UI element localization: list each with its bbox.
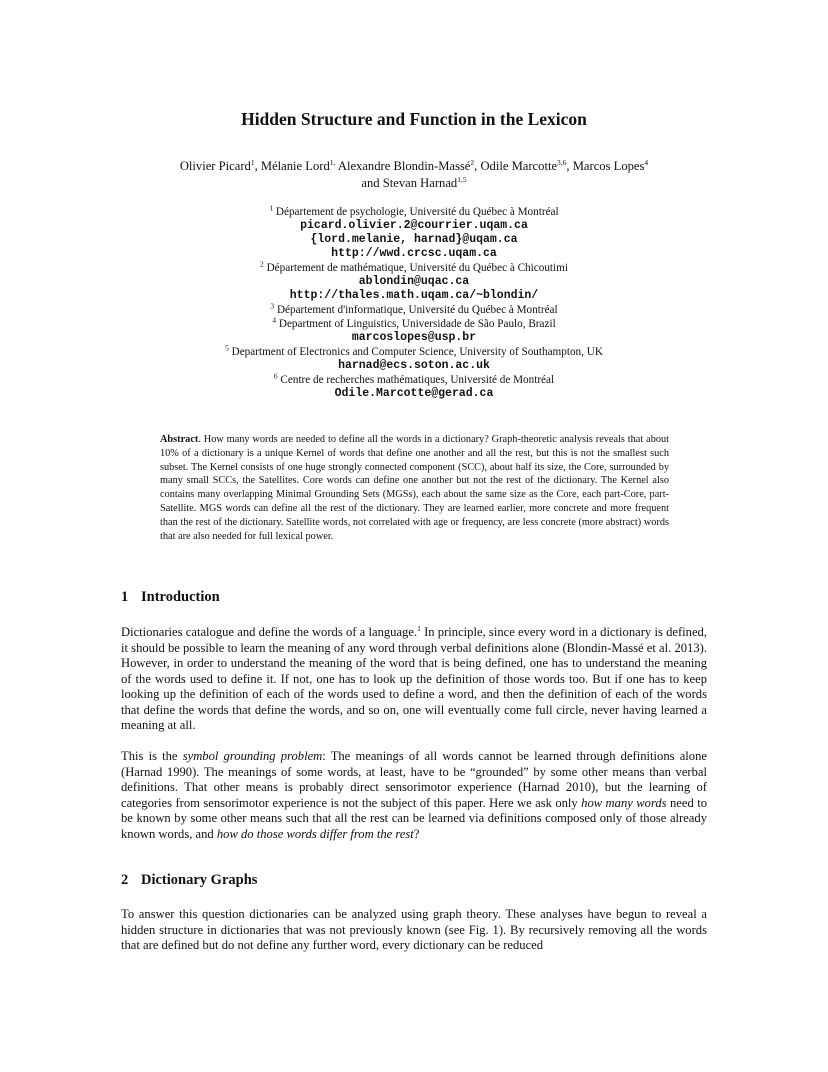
contact-url: http://wwd.crcsc.uqam.ca	[331, 247, 497, 260]
emphasis-text: symbol grounding problem	[182, 749, 323, 763]
section-heading-dictionary-graphs	[121, 871, 257, 889]
paragraph-text: ?	[413, 826, 420, 841]
affiliation	[0, 205, 828, 219]
section-title: Dictionary Graphs	[141, 872, 258, 888]
contact-email: {lord.melanie, harnad}@uqam.ca	[310, 233, 518, 246]
emphasis-text: how do those words differ from the rest	[216, 826, 414, 841]
affil-number: 2	[260, 259, 264, 269]
abstract-label: Abstract	[160, 434, 199, 445]
intro-paragraph-1	[121, 625, 707, 734]
affiliation	[0, 345, 828, 359]
affil-number: 6	[273, 371, 278, 381]
graphs-paragraph-1: To answer this question dictionaries can be analyzed using graph theory. These analyses have begun to reveal a hidden structure in dictionaries that was not previously known (see Fig. 1). By recursively removing all the words that are defined but do not define any further word, every dictionary can be reduced	[121, 907, 707, 952]
author-name: Alexandre Blondin-Massé	[335, 159, 471, 173]
section-number: 2	[121, 872, 129, 888]
affil-text: Département de psychologie, Université du Québec à Montréal	[273, 206, 559, 218]
intro-paragraph-2	[121, 749, 707, 842]
paragraph-text: Dictionaries catalogue and define the words of a language.	[121, 625, 418, 639]
author-list	[90, 158, 738, 192]
affil-text: Département d'informatique, Université du Québec à Montréal	[274, 304, 558, 316]
affil-number: 3	[270, 301, 275, 311]
author-name: Olivier Picard	[179, 159, 251, 173]
contact-email: picard.olivier.2@courrier.uqam.ca	[300, 219, 528, 232]
section-heading-introduction	[121, 588, 220, 606]
author-affil-sup: 1,	[329, 157, 336, 167]
affil-text: Department of Linguistics, Universidade de São Paulo, Brazil	[276, 318, 556, 330]
affiliation	[0, 317, 828, 331]
affil-text: Department of Electronics and Computer Science, University of Southampton, UK	[228, 346, 603, 358]
author-affil-sup: 3,6	[557, 157, 567, 167]
contact-email: Odile.Marcotte@gerad.ca	[334, 387, 494, 400]
abstract	[160, 433, 669, 543]
affiliation	[0, 303, 828, 317]
contact-url: http://thales.math.uqam.ca/~blondin/	[289, 289, 539, 302]
author-affil-sup: 1,5	[457, 174, 467, 184]
footnote-marker: 1	[417, 623, 421, 633]
affil-text: Centre de recherches mathématiques, Université de Montréal	[277, 374, 555, 386]
affil-number: 5	[225, 343, 229, 353]
paragraph-text: need to be known by some other means such that all the rest can be learned via definitions composed only of those already known words, and	[121, 795, 708, 841]
affil-number: 1	[269, 203, 274, 213]
abstract-text: . How many words are needed to define all the words in a dictionary? Graph-theoretic analysis reveals that about 10% of a dictionary is a unique Kernel of words that define one another and all the rest, but this is not the smallest such subset. The Kernel consists of one huge strongly connected component (SCC), about half its size, the Core, surrounded by many small SCCs, the Satellites. Core words can define one another but not the rest of the dictionary. The Kernel also contains many overlapping Minimal Grounding Sets (MGSs), each about the same size as the Core, each part-Core, part-Satellite. MGS words can define all the rest of the dictionary. They are learned earlier, more concrete and more frequent than the rest of the dictionary. Satellite words, not correlated with age or frequency, are less concrete (more abstract) words that are also needed for full lexical power.	[160, 434, 669, 542]
paper-title: Hidden Structure and Function in the Lexicon	[241, 109, 587, 129]
author-line-1	[90, 158, 738, 175]
author-name: and Stevan Harnad	[361, 176, 458, 190]
paragraph-text: This is the	[121, 749, 183, 763]
affil-number: 4	[272, 315, 277, 325]
author-name: , Mélanie Lord	[254, 159, 330, 173]
author-affil-sup: 2	[470, 157, 475, 167]
paragraph-text: : The meanings of all words cannot be learned through definitions alone (Harnad 1990). The meanings of some words, at least, have to be “grounded” by some other means than verbal definitions. That other means is probably direct sensorimotor experience (Harnad 2010), but the learning of categories from sensorimotor experience is not the subject of this paper. Here we ask only	[121, 749, 707, 810]
section-number: 1	[121, 589, 129, 605]
author-line-2	[90, 175, 738, 192]
section-title: Introduction	[141, 589, 220, 605]
author-affil-sup: 4	[644, 157, 649, 167]
author-affil-sup: 1	[250, 157, 255, 167]
contact-email: marcoslopes@usp.br	[351, 331, 477, 344]
affiliation	[0, 373, 828, 387]
contact-email: ablondin@uqac.ca	[358, 275, 470, 288]
contact-email: harnad@ecs.soton.ac.uk	[338, 359, 490, 372]
emphasis-text: how many words	[581, 795, 667, 810]
author-name: , Odile Marcotte	[474, 159, 558, 173]
affil-text: Département de mathématique, Université du Québec à Chicoutimi	[263, 262, 568, 274]
affiliation-list	[0, 205, 828, 401]
author-name: , Marcos Lopes	[566, 159, 645, 173]
paragraph-text: In principle, since every word in a dictionary is defined, it should be possible to learn the meaning of any word through verbal definitions alone (Blondin-Massé et al. 2013). However, in order to understand the meaning of the word that is being defined, one has to understand the meaning of the words used to define it. If not, one has to look up the definition of those words too. But if one has to keep looking up the definition of each of the words used to define a word, and then the definition of each of the words that define the words that define the words, and so on, one will eventually come full circle, never having learned a meaning at all.	[121, 625, 707, 732]
affiliation	[0, 261, 828, 275]
